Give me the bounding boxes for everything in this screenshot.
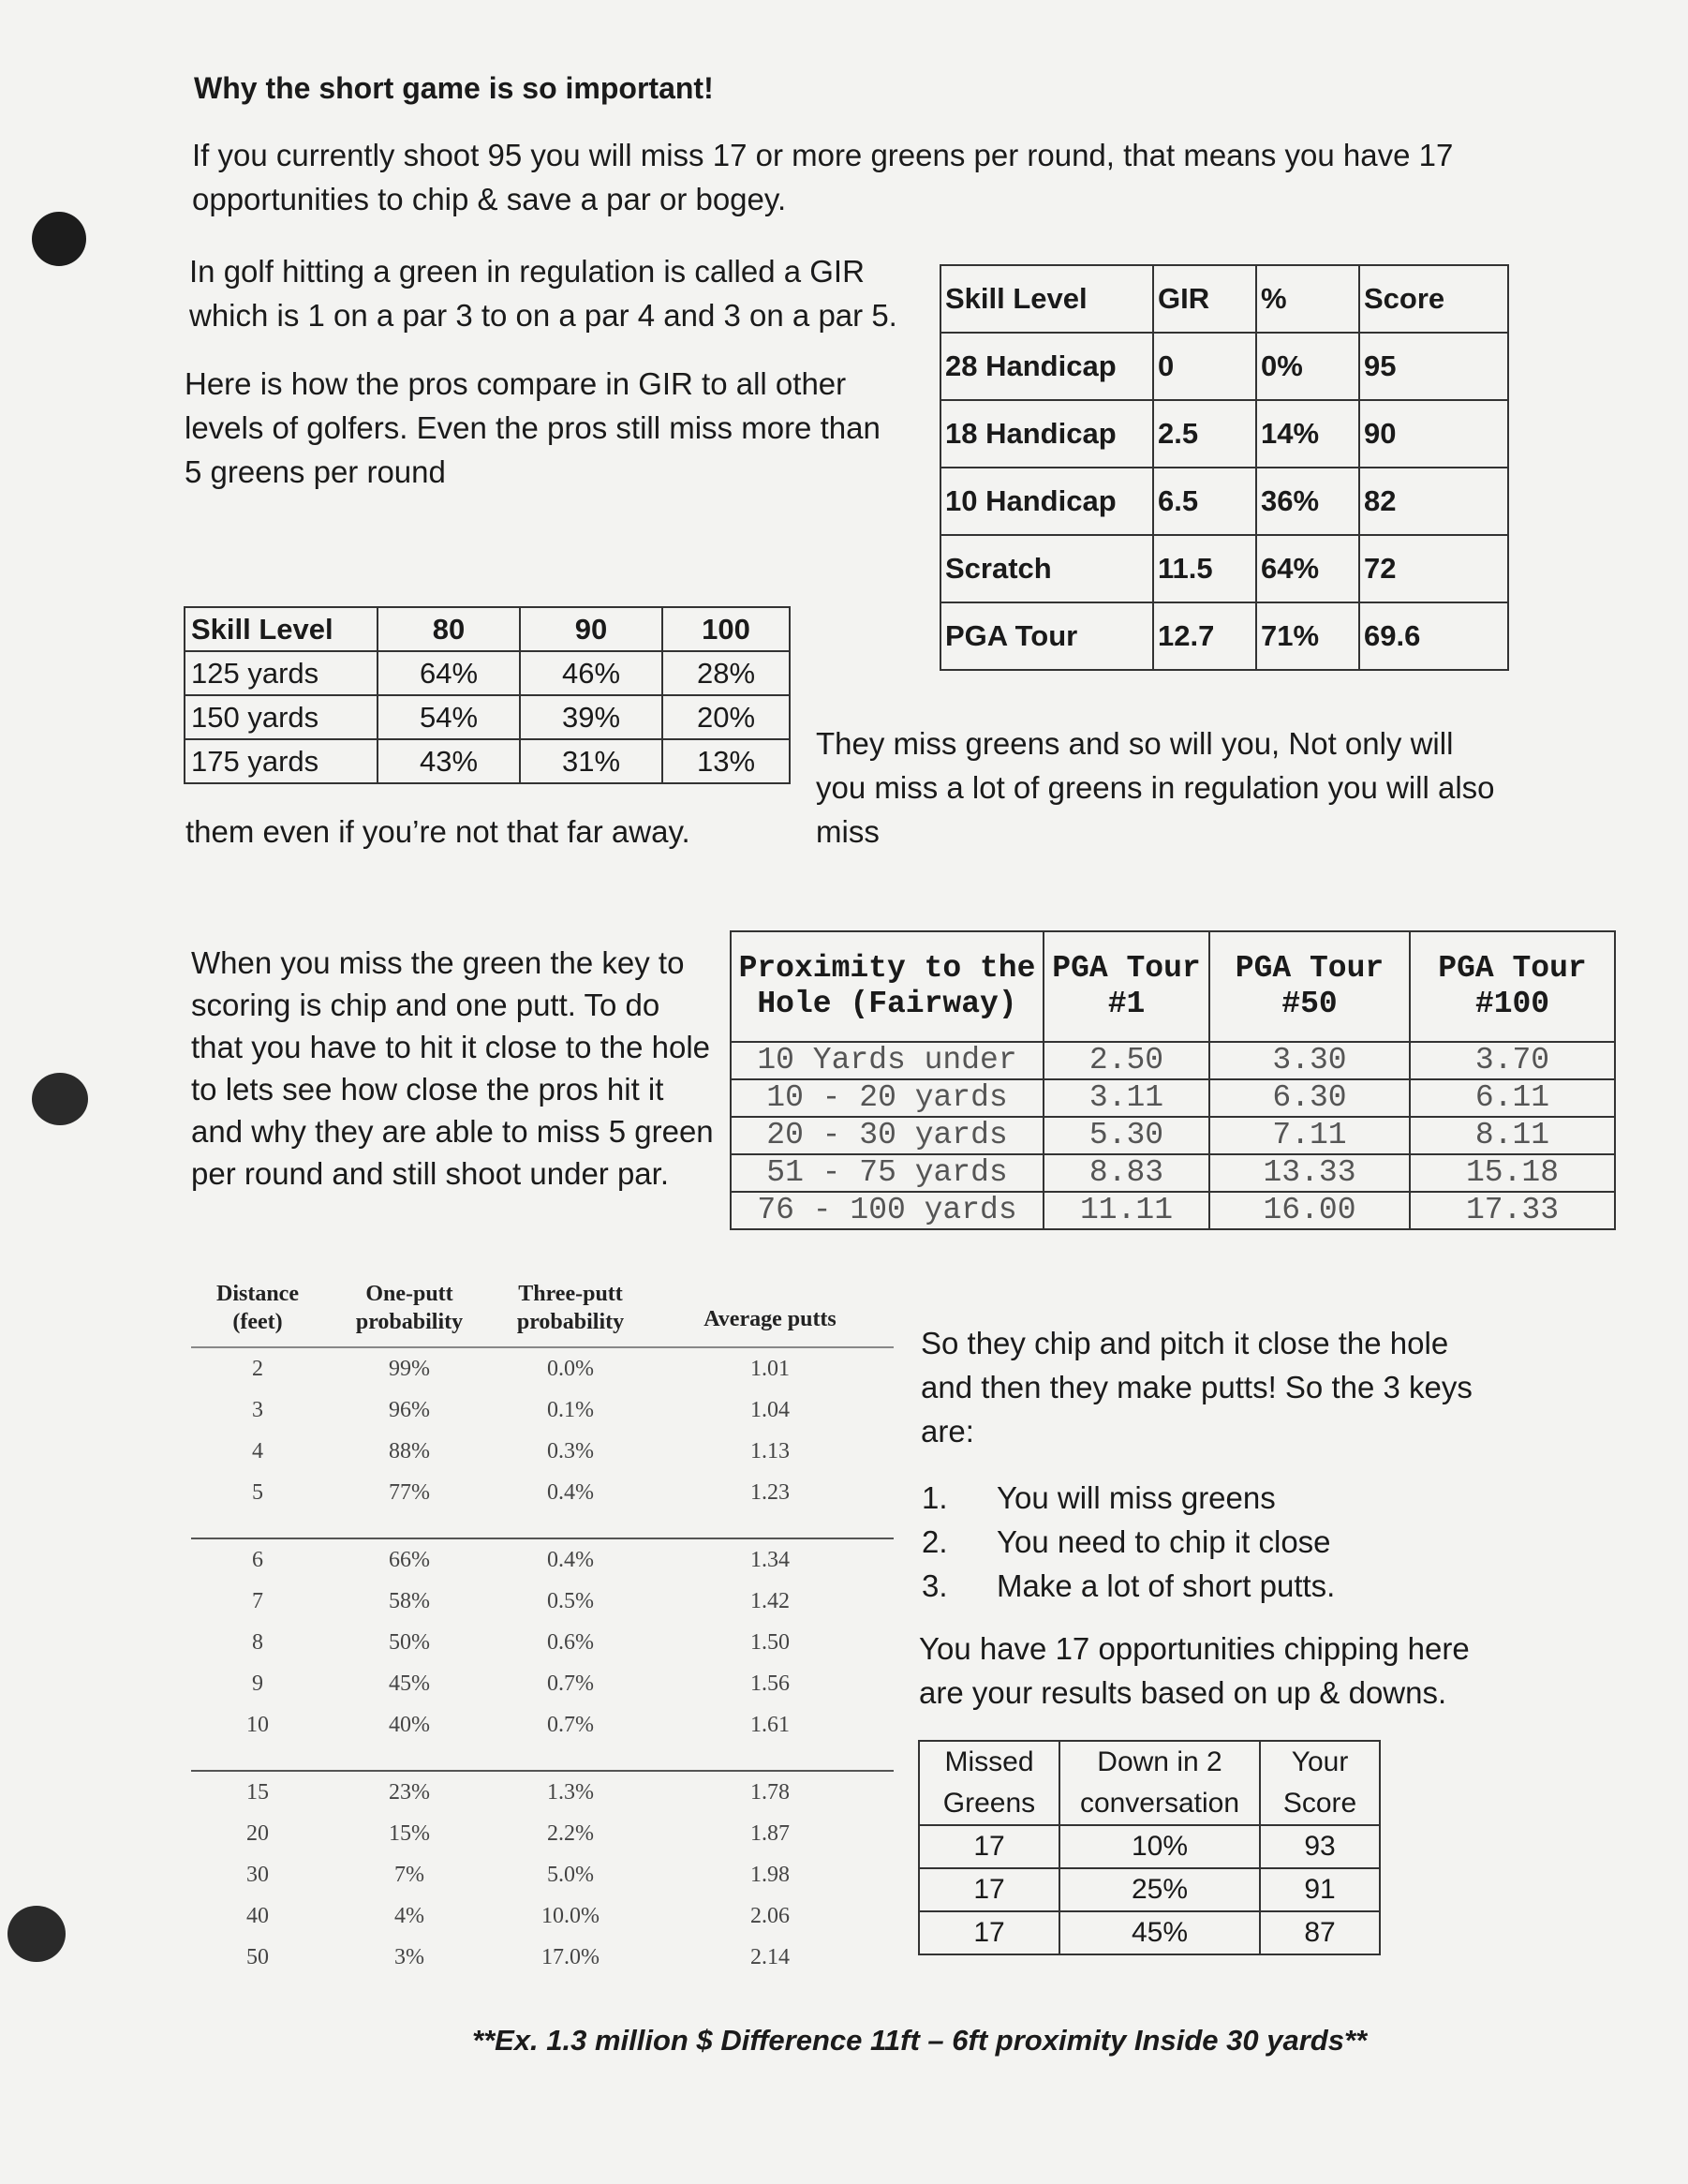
table-cell: 175 yards bbox=[185, 739, 378, 783]
table-cell: 82 bbox=[1359, 468, 1508, 535]
header-cell: Proximity to the Hole (Fairway) bbox=[731, 931, 1044, 1042]
header-cell: % bbox=[1256, 265, 1359, 333]
table-cell: 5 bbox=[252, 1479, 263, 1505]
table-cell: 13.33 bbox=[1209, 1154, 1410, 1192]
table-cell: 1.56 bbox=[750, 1671, 790, 1696]
table-cell: 64% bbox=[1256, 535, 1359, 602]
table-cell: 11.11 bbox=[1044, 1192, 1209, 1229]
table-cell: 25% bbox=[1059, 1868, 1260, 1911]
table-cell: 1.3% bbox=[495, 1771, 646, 1813]
table-cell: 20 bbox=[246, 1820, 269, 1846]
table-cell: 1.61 bbox=[750, 1712, 790, 1737]
table-cell: 10.0% bbox=[541, 1903, 600, 1928]
putt-probability-table bbox=[191, 1270, 894, 1978]
table-cell: 0.6% bbox=[547, 1629, 594, 1655]
table-cell: 3.11 bbox=[1044, 1079, 1209, 1117]
table-cell: 6 bbox=[191, 1538, 324, 1581]
table-row bbox=[731, 1079, 1615, 1117]
table-cell: 50% bbox=[389, 1629, 430, 1655]
header-cell: Score bbox=[1359, 265, 1508, 333]
table-cell: 10 - 20 yards bbox=[731, 1079, 1044, 1117]
table-cell: 1.42 bbox=[750, 1588, 790, 1613]
table-cell: 88% bbox=[389, 1438, 430, 1463]
table-cell: 28 Handicap bbox=[940, 333, 1153, 400]
table-cell: 8.11 bbox=[1410, 1117, 1615, 1154]
table-row bbox=[191, 1431, 894, 1472]
pros-compare-paragraph: Here is how the pros compare in GIR to all other levels of golfers. Even the pros still miss more than 5 greens per round bbox=[185, 366, 881, 489]
table-row bbox=[191, 1854, 894, 1895]
table-cell: 1.98 bbox=[750, 1862, 790, 1887]
table-cell: 2 bbox=[252, 1356, 263, 1381]
header-cell: PGA Tour #1 bbox=[1044, 931, 1209, 1042]
binder-hole-bottom bbox=[7, 1906, 66, 1962]
table-row bbox=[185, 695, 790, 739]
table-cell: 91 bbox=[1260, 1868, 1380, 1911]
binder-hole-middle bbox=[32, 1073, 88, 1125]
header-cell: Missed bbox=[919, 1741, 1059, 1783]
table-cell: 3.30 bbox=[1209, 1042, 1410, 1079]
table-cell: 1.34 bbox=[646, 1538, 894, 1581]
table-row bbox=[940, 468, 1508, 535]
table-cell: 39% bbox=[520, 695, 662, 739]
table-cell: 18 Handicap bbox=[940, 400, 1153, 468]
table-cell: 66% bbox=[324, 1538, 495, 1581]
table-cell: 45% bbox=[389, 1671, 430, 1696]
table-cell: 1.01 bbox=[750, 1356, 790, 1381]
table-cell: 125 yards bbox=[185, 651, 378, 695]
miss-greens-paragraph: They miss greens and so will you, Not only will you miss a lot of greens in regulation you will also miss bbox=[816, 726, 1495, 849]
keys-list bbox=[922, 1476, 1335, 1608]
results-table bbox=[918, 1740, 1381, 1955]
table-cell: 20 - 30 yards bbox=[731, 1117, 1044, 1154]
header-cell: Greens bbox=[919, 1783, 1059, 1825]
table-row bbox=[191, 1581, 894, 1622]
list-item bbox=[922, 1564, 1335, 1608]
table-row bbox=[919, 1825, 1380, 1868]
list-number: 2. bbox=[922, 1524, 948, 1559]
table-cell: 15 bbox=[191, 1771, 324, 1813]
table-cell: 36% bbox=[1256, 468, 1359, 535]
table-cell: 17 bbox=[919, 1911, 1059, 1954]
yardage-table bbox=[184, 606, 791, 784]
table-cell: 64% bbox=[378, 651, 520, 695]
table-row bbox=[191, 1895, 894, 1937]
header-cell: Distance (feet) bbox=[191, 1270, 324, 1347]
table-cell: 10 bbox=[246, 1712, 269, 1737]
table-cell: 8.83 bbox=[1044, 1154, 1209, 1192]
table-cell: 3.70 bbox=[1410, 1042, 1615, 1079]
list-number: 3. bbox=[922, 1568, 948, 1603]
table-cell: 15.18 bbox=[1410, 1154, 1615, 1192]
header-cell: 80 bbox=[378, 607, 520, 651]
opportunities-paragraph: You have 17 opportunities chipping here are your results based on up & downs. bbox=[919, 1631, 1470, 1710]
table-cell: 150 yards bbox=[185, 695, 378, 739]
table-cell: 4 bbox=[252, 1438, 263, 1463]
table-cell: 99% bbox=[389, 1356, 430, 1381]
proximity-table bbox=[730, 930, 1616, 1230]
table-row bbox=[731, 1117, 1615, 1154]
table-cell: 2.50 bbox=[1044, 1042, 1209, 1079]
table-row bbox=[191, 1813, 894, 1854]
table-cell: 0% bbox=[1256, 333, 1359, 400]
table-header-row bbox=[191, 1270, 894, 1347]
table-cell: 3% bbox=[394, 1944, 424, 1969]
table-cell: 12.7 bbox=[1153, 602, 1256, 670]
table-cell: 0.1% bbox=[547, 1397, 594, 1422]
table-cell: 0.7% bbox=[547, 1671, 594, 1696]
table-cell: 14% bbox=[1256, 400, 1359, 468]
list-item bbox=[922, 1476, 1335, 1520]
table-cell: 23% bbox=[324, 1771, 495, 1813]
table-row bbox=[191, 1663, 894, 1704]
table-cell: 40% bbox=[389, 1712, 430, 1737]
table-cell: 0.5% bbox=[547, 1588, 594, 1613]
table-cell: 1.87 bbox=[750, 1820, 790, 1846]
table-row bbox=[191, 1538, 894, 1581]
table-cell: 10% bbox=[1059, 1825, 1260, 1868]
table-cell: 7% bbox=[394, 1862, 424, 1887]
table-row bbox=[731, 1192, 1615, 1229]
table-cell: 17.33 bbox=[1410, 1192, 1615, 1229]
page-title: Why the short game is so important! bbox=[194, 71, 714, 105]
gir-definition: In golf hitting a green in regulation is called a GIR which is 1 on a par 3 to on a par 4 and 3 on a par 5. bbox=[189, 254, 897, 333]
table-cell: 90 bbox=[1359, 400, 1508, 468]
header-cell: PGA Tour #100 bbox=[1410, 931, 1615, 1042]
table-cell: 7 bbox=[252, 1588, 263, 1613]
table-cell: 71% bbox=[1256, 602, 1359, 670]
header-cell: Down in 2 bbox=[1059, 1741, 1260, 1783]
table-cell: 95 bbox=[1359, 333, 1508, 400]
table-cell: 76 - 100 yards bbox=[731, 1192, 1044, 1229]
table-cell: 50 bbox=[246, 1944, 269, 1969]
gir-table bbox=[940, 264, 1509, 671]
table-cell: 0 bbox=[1153, 333, 1256, 400]
table-cell: 72 bbox=[1359, 535, 1508, 602]
table-cell: 15% bbox=[389, 1820, 430, 1846]
table-header-row bbox=[940, 265, 1508, 333]
table-cell: 31% bbox=[520, 739, 662, 783]
table-cell: 9 bbox=[252, 1671, 263, 1696]
list-text: You will miss greens bbox=[997, 1480, 1276, 1515]
header-cell: Score bbox=[1260, 1783, 1380, 1825]
table-cell: PGA Tour bbox=[940, 602, 1153, 670]
table-cell: 51 - 75 yards bbox=[731, 1154, 1044, 1192]
header-cell: conversation bbox=[1059, 1783, 1260, 1825]
table-cell: 1.04 bbox=[750, 1397, 790, 1422]
table-cell: 0.4% bbox=[495, 1538, 646, 1581]
header-cell: GIR bbox=[1153, 265, 1256, 333]
table-cell: 16.00 bbox=[1209, 1192, 1410, 1229]
table-cell: 87 bbox=[1260, 1911, 1380, 1954]
intro-paragraph: If you currently shoot 95 you will miss 17 or more greens per round, that means you have 17 opportunities to chip & save a par or bogey. bbox=[192, 138, 1454, 216]
table-cell: 28% bbox=[662, 651, 790, 695]
table-cell: 1.78 bbox=[646, 1771, 894, 1813]
table-cell: 10 Handicap bbox=[940, 468, 1153, 535]
table-row bbox=[731, 1154, 1615, 1192]
table-cell: 11.5 bbox=[1153, 535, 1256, 602]
table-cell: Scratch bbox=[940, 535, 1153, 602]
table-cell: 77% bbox=[389, 1479, 430, 1505]
header-cell: 90 bbox=[520, 607, 662, 651]
table-header-row bbox=[919, 1783, 1380, 1825]
table-cell: 0.7% bbox=[547, 1712, 594, 1737]
table-cell: 17.0% bbox=[541, 1944, 600, 1969]
table-cell: 0.3% bbox=[547, 1438, 594, 1463]
table-cell: 40 bbox=[246, 1903, 269, 1928]
table-row bbox=[191, 1472, 894, 1513]
table-cell: 58% bbox=[389, 1588, 430, 1613]
table-cell: 7.11 bbox=[1209, 1117, 1410, 1154]
table-spacer bbox=[191, 1746, 894, 1771]
table-row bbox=[919, 1868, 1380, 1911]
table-cell: 6.5 bbox=[1153, 468, 1256, 535]
header-cell: Three-putt probability bbox=[495, 1270, 646, 1347]
chip-paragraph: When you miss the green the key to scoring is chip and one putt. To do that you have to hit it close to the hole to lets see how close the pros hit it and why they are able to miss 5 green per round and still shoot under par. bbox=[191, 945, 714, 1191]
table-cell: 6.11 bbox=[1410, 1079, 1615, 1117]
table-cell: 96% bbox=[389, 1397, 430, 1422]
table-header-row bbox=[919, 1741, 1380, 1783]
binder-hole-top bbox=[32, 212, 86, 266]
table-row bbox=[191, 1704, 894, 1746]
table-cell: 4% bbox=[394, 1903, 424, 1928]
table-cell: 6.30 bbox=[1209, 1079, 1410, 1117]
table-cell: 69.6 bbox=[1359, 602, 1508, 670]
table-cell: 5.30 bbox=[1044, 1117, 1209, 1154]
header-cell: PGA Tour #50 bbox=[1209, 931, 1410, 1042]
table-cell: 2.5 bbox=[1153, 400, 1256, 468]
table-row bbox=[940, 333, 1508, 400]
table-cell: 17 bbox=[919, 1825, 1059, 1868]
table-row bbox=[191, 1771, 894, 1813]
table-cell: 2.06 bbox=[750, 1903, 790, 1928]
table-cell: 93 bbox=[1260, 1825, 1380, 1868]
table-cell: 5.0% bbox=[547, 1862, 594, 1887]
table-cell: 10 Yards under bbox=[731, 1042, 1044, 1079]
header-cell: Average putts bbox=[646, 1270, 894, 1347]
table-row bbox=[191, 1622, 894, 1663]
table-row bbox=[191, 1347, 894, 1389]
table-row bbox=[191, 1937, 894, 1978]
table-header-row bbox=[185, 607, 790, 651]
table-header-row bbox=[731, 931, 1615, 1042]
table-row bbox=[731, 1042, 1615, 1079]
table-cell: 13% bbox=[662, 739, 790, 783]
table-cell: 45% bbox=[1059, 1911, 1260, 1954]
table-cell: 2.2% bbox=[547, 1820, 594, 1846]
header-cell: Your bbox=[1260, 1741, 1380, 1783]
table-cell: 0.4% bbox=[547, 1479, 594, 1505]
table-cell: 17 bbox=[919, 1868, 1059, 1911]
table-cell: 2.14 bbox=[750, 1944, 790, 1969]
keys-intro: So they chip and pitch it close the hole and then they make putts! So the 3 keys are: bbox=[921, 1326, 1473, 1449]
table-row bbox=[919, 1911, 1380, 1954]
table-cell: 54% bbox=[378, 695, 520, 739]
list-text: You need to chip it close bbox=[997, 1524, 1331, 1559]
table-cell: 1.13 bbox=[750, 1438, 790, 1463]
header-cell: Skill Level bbox=[185, 607, 378, 651]
footer-note: **Ex. 1.3 million $ Difference 11ft – 6ft proximity Inside 30 yards** bbox=[472, 2024, 1368, 2057]
table-spacer bbox=[191, 1513, 894, 1538]
header-cell: One-putt probability bbox=[324, 1270, 495, 1347]
table-cell: 20% bbox=[662, 695, 790, 739]
table-row bbox=[185, 739, 790, 783]
table-row bbox=[185, 651, 790, 695]
list-item bbox=[922, 1520, 1335, 1564]
table-cell: 8 bbox=[252, 1629, 263, 1655]
table-cell: 43% bbox=[378, 739, 520, 783]
header-cell: 100 bbox=[662, 607, 790, 651]
table-cell: 1.23 bbox=[750, 1479, 790, 1505]
header-cell: Skill Level bbox=[940, 265, 1153, 333]
list-text: Make a lot of short putts. bbox=[997, 1568, 1336, 1603]
table-row bbox=[191, 1389, 894, 1431]
table-cell: 46% bbox=[520, 651, 662, 695]
list-number: 1. bbox=[922, 1480, 948, 1515]
miss-greens-continuation: them even if you’re not that far away. bbox=[185, 814, 690, 849]
table-cell: 3 bbox=[252, 1397, 263, 1422]
table-cell: 1.50 bbox=[750, 1629, 790, 1655]
table-row bbox=[940, 602, 1508, 670]
table-cell: 30 bbox=[246, 1862, 269, 1887]
table-row bbox=[940, 535, 1508, 602]
table-cell: 0.0% bbox=[547, 1356, 594, 1381]
table-row bbox=[940, 400, 1508, 468]
